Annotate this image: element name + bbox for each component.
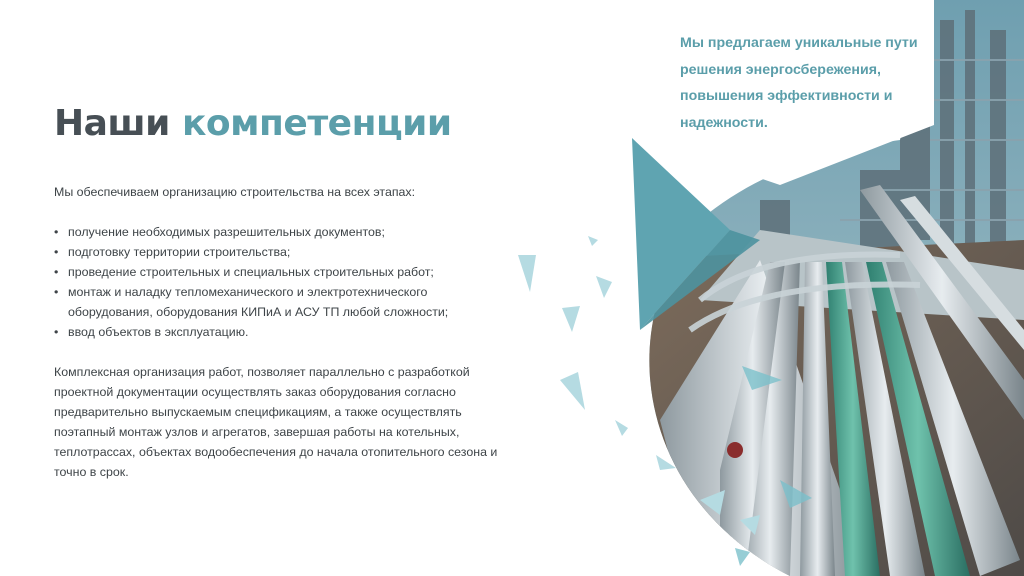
title-part-2: компетенции bbox=[181, 103, 452, 144]
list-item: • подготовку территории строительства; bbox=[54, 242, 514, 262]
page-title bbox=[54, 102, 452, 146]
list-item: • получение необходимых разрешительных документов; bbox=[54, 222, 514, 242]
content-block bbox=[54, 182, 514, 482]
list-item: • ввод объектов в эксплуатацию. bbox=[54, 322, 514, 342]
closing-text: Комплексная организация работ, позволяет параллельно с разработкой проектной документации осуществлять заказ оборудования согласно предварительно выпускаемым спецификациям, а также осуществлять поэтапный монтаж узлов и агрегатов, завершая работы на котельных, теплотрассах, объектах водообеспечения до начала отопительного сезона и точно в срок. bbox=[54, 365, 498, 479]
list-item: • проведение строительных и специальных строительных работ; bbox=[54, 262, 514, 282]
tagline-quote: Мы предлагаем уникальные пути решения энергосбережения, повышения эффективности и надежности. bbox=[680, 35, 918, 131]
list-item: • монтаж и наладку тепломеханического и электротехнического оборудования, оборудования КИПиА и АСУ ТП любой сложности; bbox=[54, 282, 514, 322]
title-part-1: Наши bbox=[54, 103, 170, 144]
intro-text: Мы обеспечиваем организацию строительства на всех этапах: bbox=[54, 185, 416, 199]
bullet-list bbox=[54, 222, 514, 342]
